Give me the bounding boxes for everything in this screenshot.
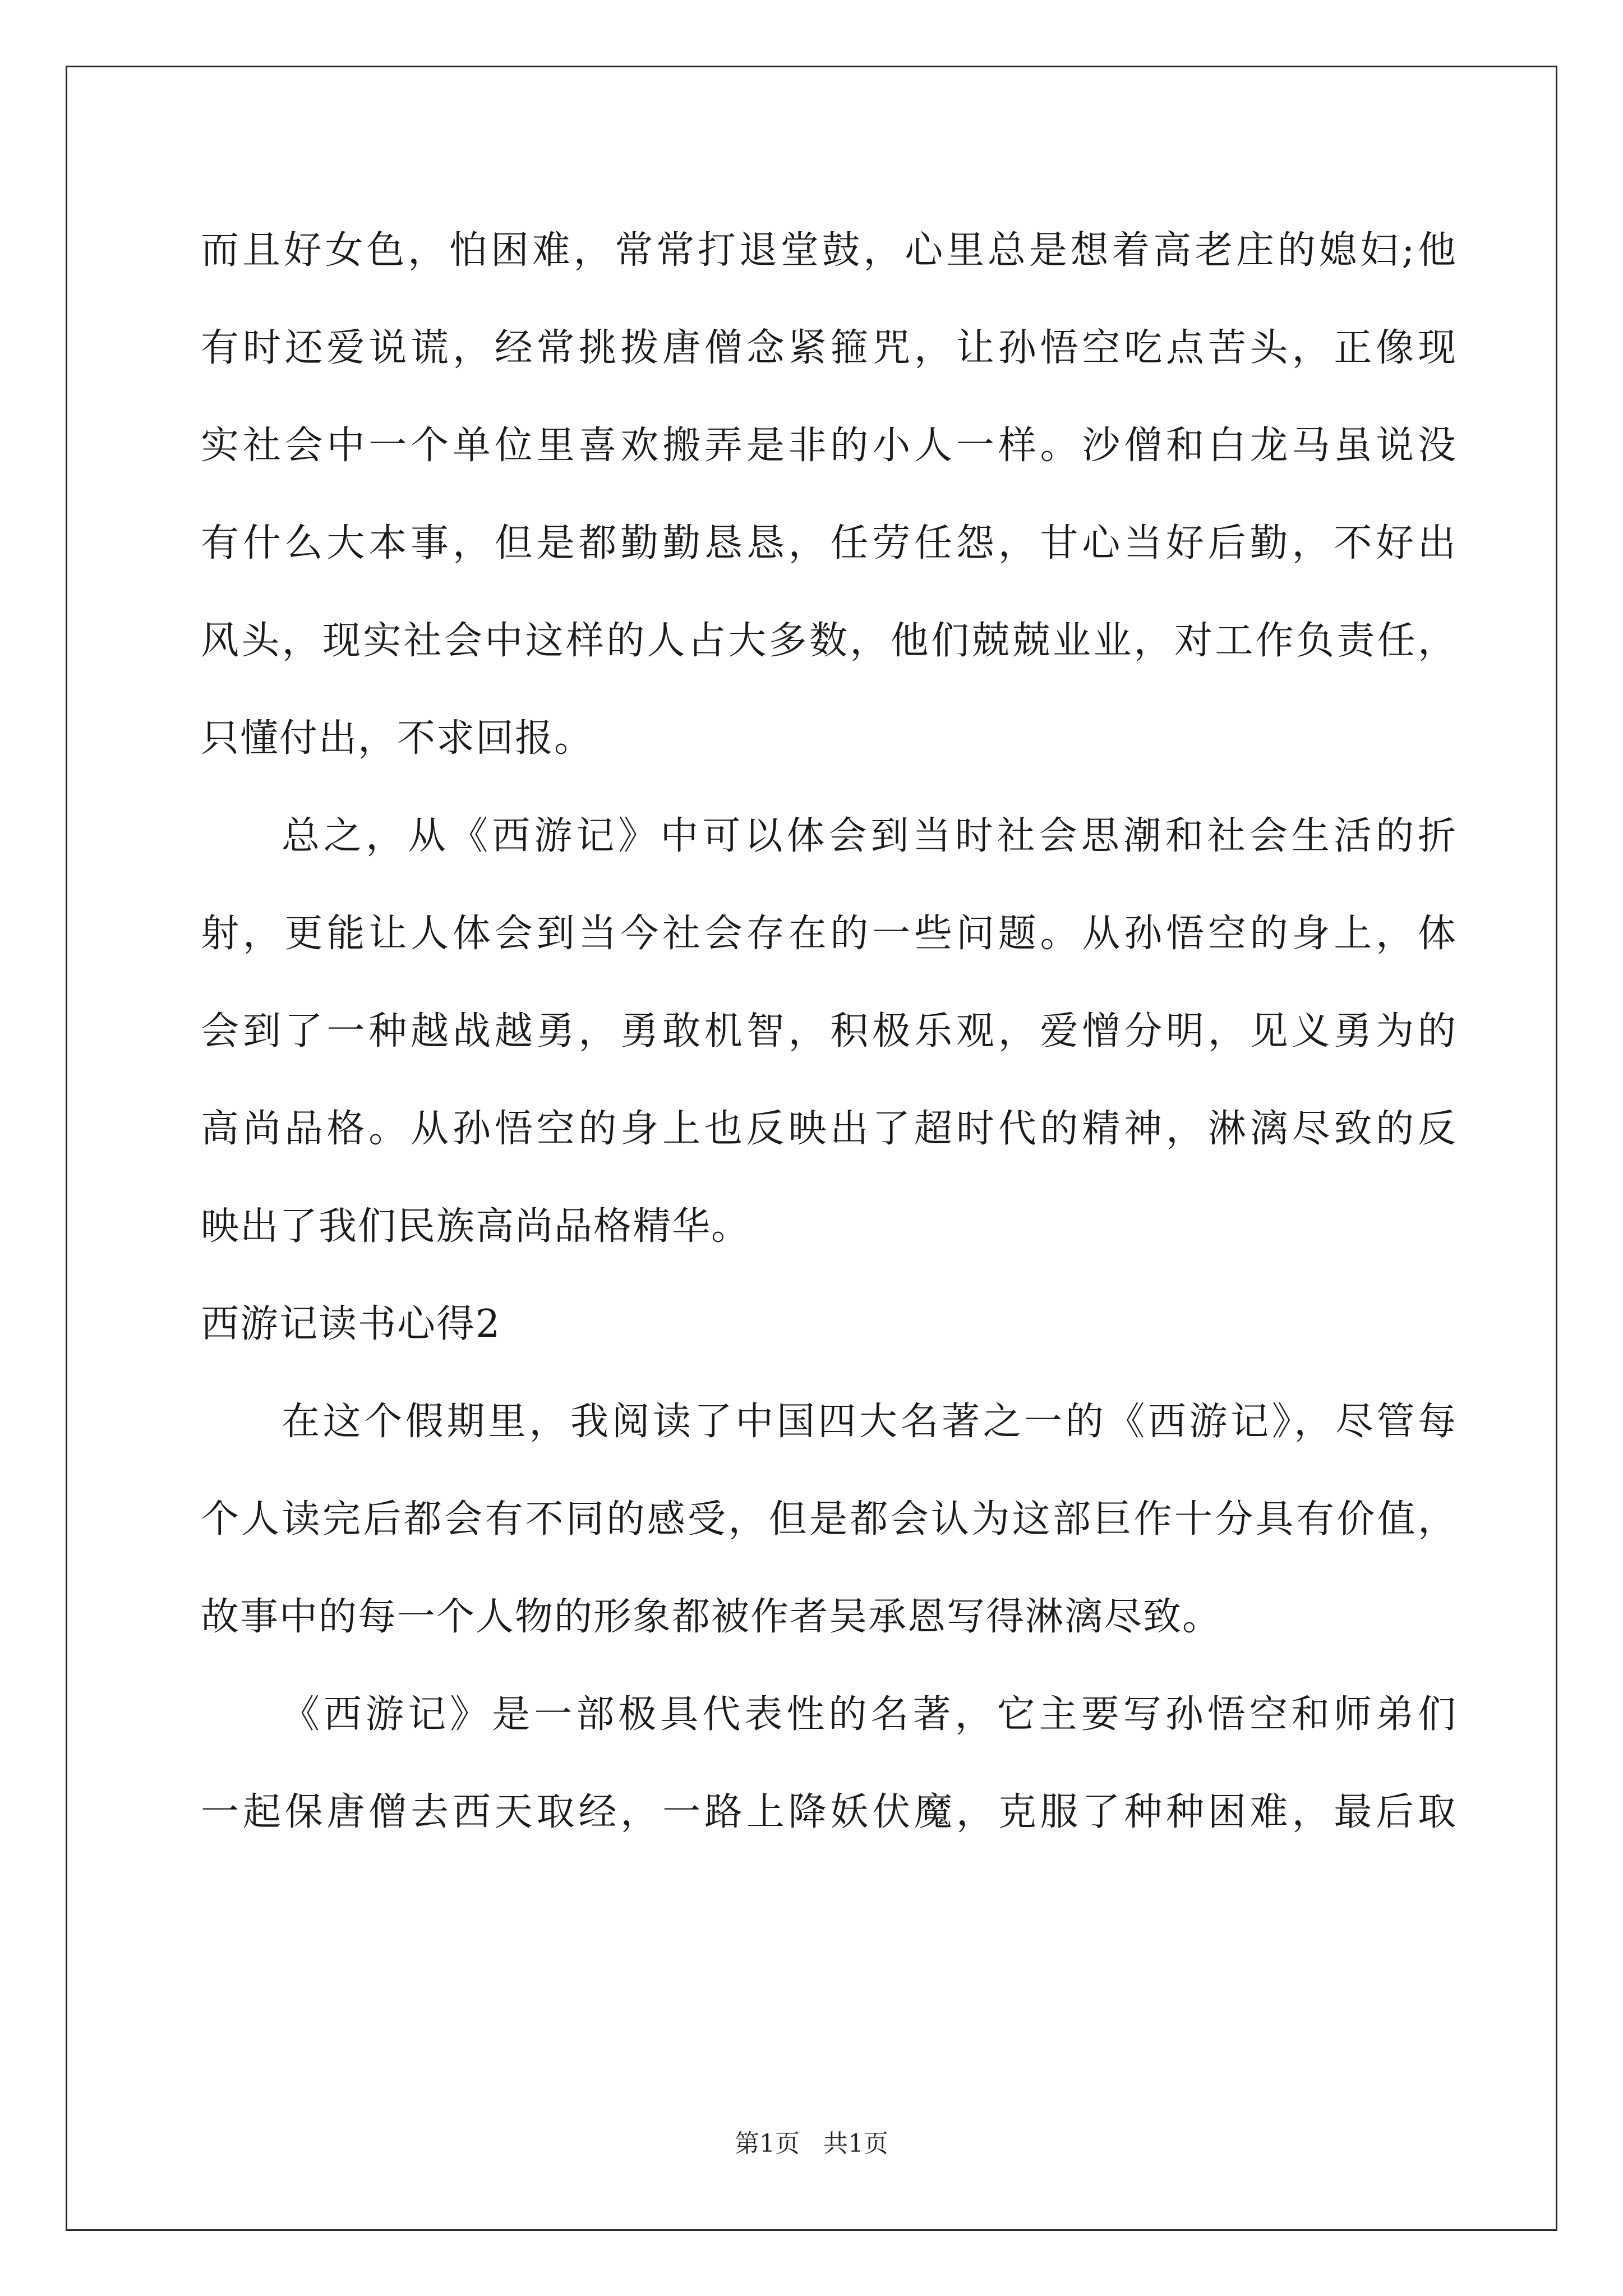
document-body: [201, 202, 1457, 1861]
page-number: 第1页: [735, 2129, 800, 2158]
text-line: 在这个假期里，我阅读了中国四大名著之一的《西游记》，尽管每: [282, 1400, 1457, 1444]
text-line: 故事中的每一个人物的形象都被作者吴承恩写得淋漓尽致。: [201, 1595, 1222, 1639]
text-line: 个人读完后都会有不同的感受，但是都会认为这部巨作十分具有价值，: [201, 1497, 1457, 1542]
text-line: 高尚品格。从孙悟空的身上也反映出了超时代的精神，淋漓尽致的反: [201, 1107, 1457, 1151]
text-line: 射，更能让人体会到当今社会存在的一些问题。从孙悟空的身上，体: [201, 912, 1457, 956]
section-heading: 西游记读书心得2: [201, 1302, 501, 1346]
text-line: 实社会中一个单位里喜欢搬弄是非的小人一样。沙僧和白龙马虽说没: [201, 424, 1457, 468]
text-line: 有什么大本事，但是都勤勤恳恳，任劳任怨，甘心当好后勤，不好出: [201, 521, 1457, 565]
page-footer: [0, 2123, 1623, 2159]
page-total: 共1页: [823, 2129, 888, 2158]
text-line: 有时还爱说谎，经常挑拨唐僧念紧箍咒，让孙悟空吃点苦头，正像现: [201, 326, 1457, 370]
text-line: 一起保唐僧去西天取经，一路上降妖伏魔，克服了种种困难，最后取: [201, 1790, 1457, 1834]
text-line: 而且好女色，怕困难，常常打退堂鼓，心里总是想着高老庄的媳妇;他: [201, 228, 1457, 273]
text-line: 会到了一种越战越勇，勇敢机智，积极乐观，爱憎分明，见义勇为的: [201, 1009, 1457, 1053]
text-line: 映出了我们民族高尚品格精华。: [201, 1204, 751, 1249]
text-line: 《西游记》是一部极具代表性的名著，它主要写孙悟空和师弟们: [282, 1692, 1457, 1737]
text-line: 只懂付出，不求回报。: [201, 716, 594, 761]
text-line: 风头，现实社会中这样的人占大多数，他们兢兢业业，对工作负责任，: [201, 619, 1457, 663]
text-line: 总之，从《西游记》中可以体会到当时社会思潮和社会生活的折: [282, 814, 1457, 858]
